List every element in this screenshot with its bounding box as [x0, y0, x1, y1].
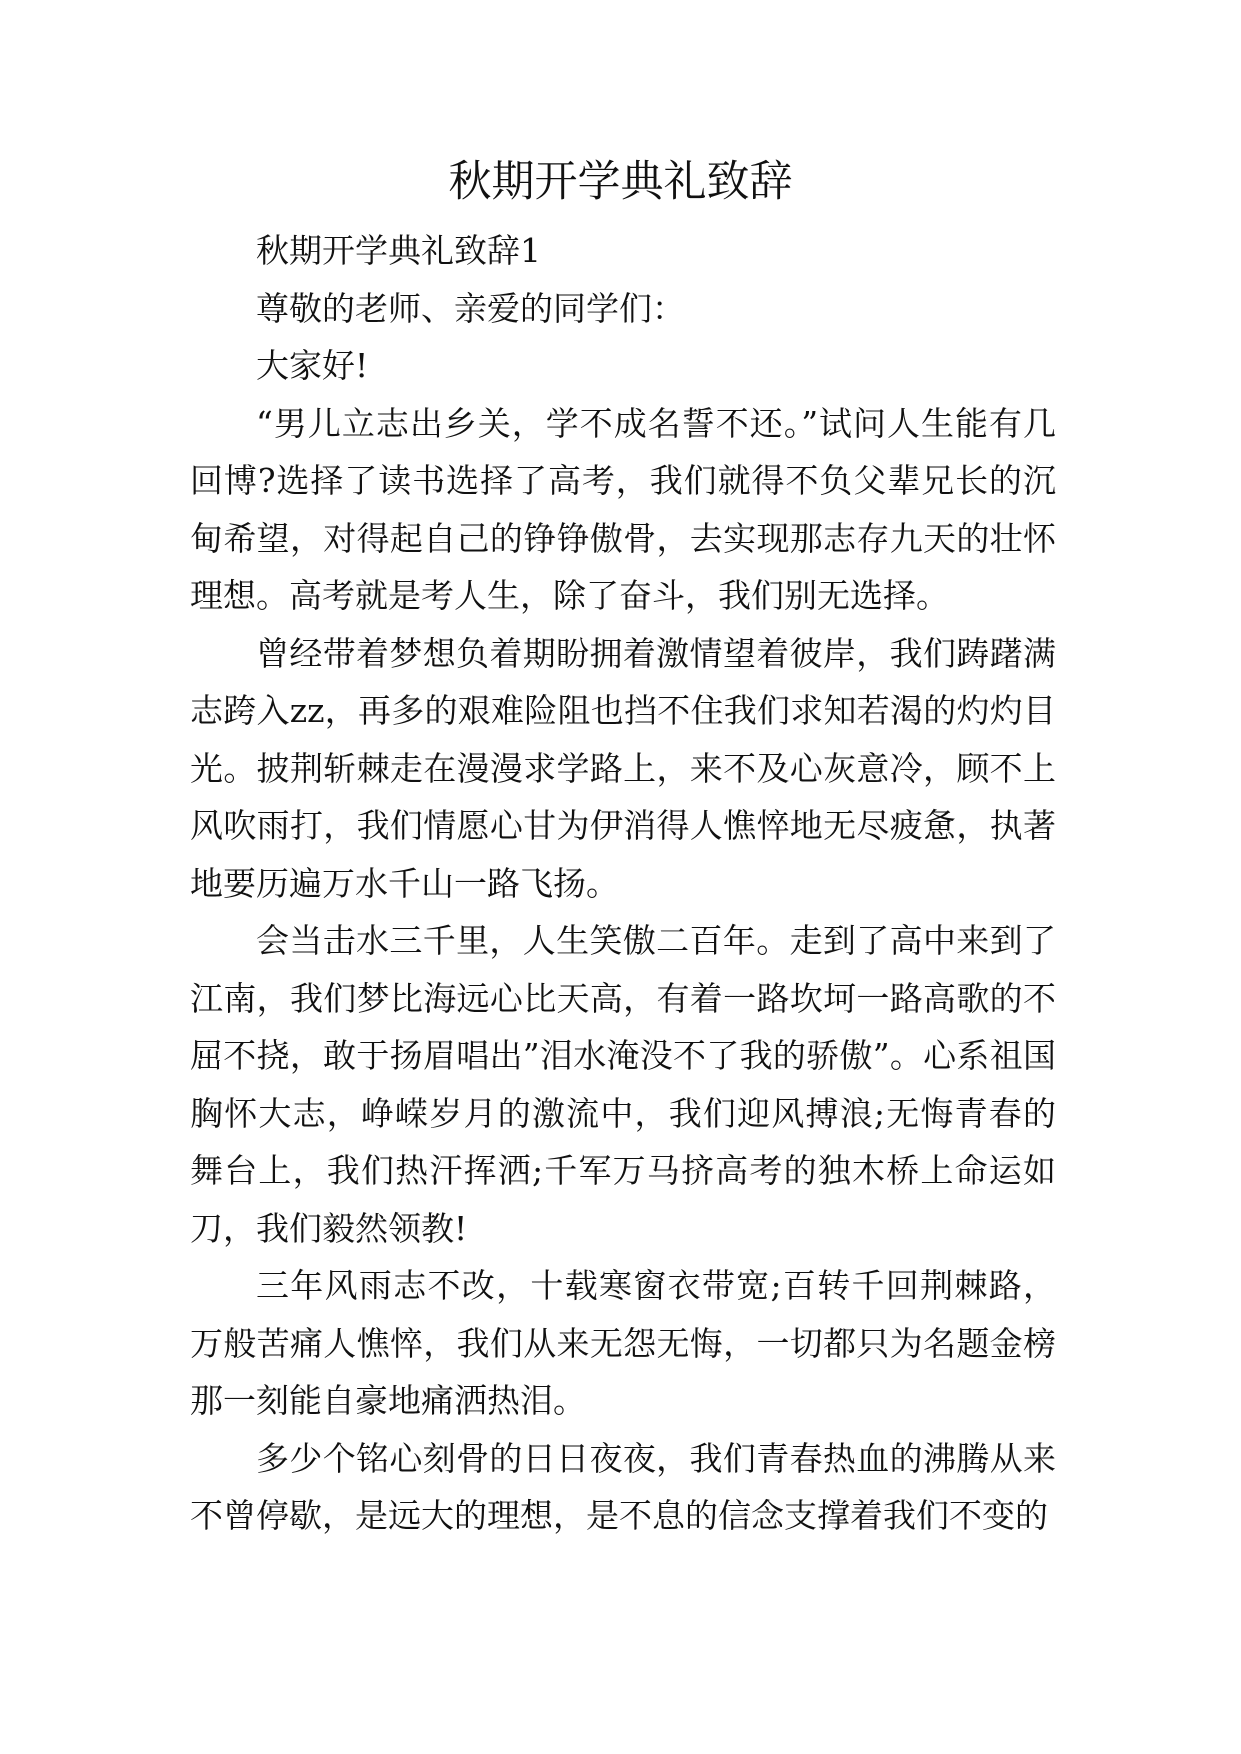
paragraph-greeting: 大家好! [256, 346, 369, 385]
paragraph: 曾经带着梦想负着期盼拥着激情望着彼岸，我们踌躇满志跨入zz，再多的艰难险阻也挡不住我们求知若渴的灼灼目光。披荆斩棘走在漫漫求学路上，来不及心灰意冷，顾不上风吹雨打，我们情愿心甘为伊消得人憔悴地无尽疲惫，执著地要历遍万水千山一路飞扬。 [190, 633, 1056, 903]
document-body [190, 222, 1056, 1545]
paragraph: 三年风雨志不改，十载寒窗衣带宽;百转千回荆棘路，万般苦痛人憔悴，我们从来无怨无悔，一切都只为名题金榜那一刻能自豪地痛洒热泪。 [190, 1266, 1056, 1420]
paragraph: 多少个铭心刻骨的日日夜夜，我们青春热血的沸腾从来不曾停歇，是远大的理想，是不息的信念支撑着我们不变的 [190, 1438, 1056, 1535]
paragraph-salutation: 尊敬的老师、亲爱的同学们： [256, 288, 685, 328]
paragraph: “男儿立志出乡关，学不成名誓不还。”试问人生能有几回博?选择了读书选择了高考，我们就得不负父辈兄长的沉甸希望，对得起自己的铮铮傲骨，去实现那志存九天的壮怀理想。高考就是考人生，除了奋斗，我们别无选择。 [190, 403, 1056, 615]
paragraph: 会当击水三千里，人生笑傲二百年。走到了高中来到了江南，我们梦比海远心比天高，有着一路坎坷一路高歌的不屈不挠，敢于扬眉唱出”泪水淹没不了我的骄傲”。心系祖国胸怀大志，峥嵘岁月的激流中，我们迎风搏浪;无悔青春的舞台上，我们热汗挥洒;千军万马挤高考的独木桥上命运如刀，我们毅然领教! [190, 921, 1056, 1248]
document-title: 秋期开学典礼致辞 [448, 157, 793, 207]
paragraph-subtitle: 秋期开学典礼致辞1 [256, 231, 541, 270]
